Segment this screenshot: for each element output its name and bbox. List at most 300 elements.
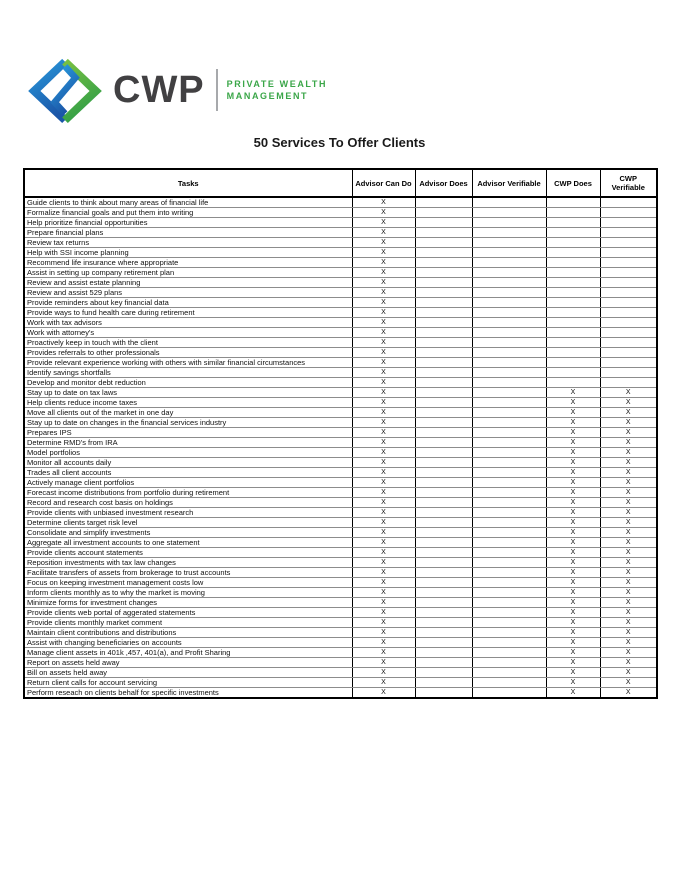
mark-cell: X <box>546 388 600 398</box>
task-cell: Review and assist 529 plans <box>24 288 352 298</box>
task-cell: Actively manage client portfolios <box>24 478 352 488</box>
mark-cell: X <box>600 508 657 518</box>
mark-cell <box>415 478 472 488</box>
tagline-line1: PRIVATE WEALTH <box>226 79 328 89</box>
mark-cell <box>415 688 472 699</box>
mark-cell <box>472 478 546 488</box>
mark-cell: X <box>352 298 415 308</box>
mark-cell <box>472 498 546 508</box>
mark-cell: X <box>352 318 415 328</box>
mark-cell <box>415 258 472 268</box>
task-cell: Model portfolios <box>24 448 352 458</box>
mark-cell <box>472 448 546 458</box>
mark-cell <box>472 438 546 448</box>
mark-cell <box>472 408 546 418</box>
mark-cell: X <box>546 458 600 468</box>
mark-cell: X <box>546 558 600 568</box>
mark-cell <box>472 368 546 378</box>
mark-cell <box>415 197 472 208</box>
logo-tagline <box>227 78 327 102</box>
task-cell: Guide clients to think about many areas of financial life <box>24 197 352 208</box>
mark-cell: X <box>546 398 600 408</box>
mark-cell <box>472 568 546 578</box>
mark-cell <box>415 208 472 218</box>
mark-cell: X <box>600 638 657 648</box>
mark-cell: X <box>352 408 415 418</box>
mark-cell: X <box>352 308 415 318</box>
mark-cell: X <box>352 218 415 228</box>
mark-cell: X <box>352 668 415 678</box>
task-cell: Work with attorney's <box>24 328 352 338</box>
table-row <box>24 468 657 478</box>
mark-cell <box>472 318 546 328</box>
table-row <box>24 228 657 238</box>
task-cell: Assist in setting up company retirement plan <box>24 268 352 278</box>
mark-cell: X <box>352 378 415 388</box>
task-cell: Assist with changing beneficiaries on accounts <box>24 638 352 648</box>
mark-cell: X <box>546 408 600 418</box>
mark-cell: X <box>600 538 657 548</box>
mark-cell: X <box>352 658 415 668</box>
mark-cell <box>472 248 546 258</box>
mark-cell <box>415 598 472 608</box>
mark-cell <box>546 348 600 358</box>
mark-cell: X <box>600 658 657 668</box>
task-cell: Minimize forms for investment changes <box>24 598 352 608</box>
table-row <box>24 338 657 348</box>
table-row <box>24 328 657 338</box>
mark-cell <box>415 278 472 288</box>
mark-cell <box>415 618 472 628</box>
task-cell: Report on assets held away <box>24 658 352 668</box>
mark-cell: X <box>600 518 657 528</box>
table-row <box>24 197 657 208</box>
mark-cell: X <box>546 668 600 678</box>
mark-cell <box>472 558 546 568</box>
mark-cell <box>472 658 546 668</box>
mark-cell: X <box>600 488 657 498</box>
task-cell: Move all clients out of the market in one day <box>24 408 352 418</box>
mark-cell <box>472 398 546 408</box>
mark-cell <box>415 438 472 448</box>
mark-cell <box>415 488 472 498</box>
mark-cell: X <box>546 658 600 668</box>
mark-cell <box>472 228 546 238</box>
task-cell: Maintain client contributions and distributions <box>24 628 352 638</box>
table-row <box>24 248 657 258</box>
task-cell: Provide clients web portal of aggerated statements <box>24 608 352 618</box>
task-cell: Provide relevant experience working with others with similar financial circumstances <box>24 358 352 368</box>
task-cell: Recommend life insurance where appropriate <box>24 258 352 268</box>
task-cell: Provide clients monthly market comment <box>24 618 352 628</box>
table-row <box>24 258 657 268</box>
table-row <box>24 378 657 388</box>
table-row <box>24 558 657 568</box>
mark-cell <box>415 288 472 298</box>
mark-cell <box>600 308 657 318</box>
task-cell: Perform reseach on clients behalf for specific investments <box>24 688 352 699</box>
mark-cell: X <box>352 388 415 398</box>
mark-cell <box>600 348 657 358</box>
table-row <box>24 458 657 468</box>
mark-cell <box>415 358 472 368</box>
col-header-cwp-does: CWP Does <box>546 169 600 197</box>
mark-cell <box>415 518 472 528</box>
mark-cell: X <box>546 528 600 538</box>
mark-cell <box>600 218 657 228</box>
mark-cell: X <box>352 568 415 578</box>
mark-cell: X <box>352 328 415 338</box>
mark-cell: X <box>546 418 600 428</box>
mark-cell: X <box>352 528 415 538</box>
mark-cell <box>472 308 546 318</box>
task-cell: Develop and monitor debt reduction <box>24 378 352 388</box>
table-row <box>24 448 657 458</box>
mark-cell: X <box>600 548 657 558</box>
table-row <box>24 668 657 678</box>
table-row <box>24 518 657 528</box>
task-cell: Work with tax advisors <box>24 318 352 328</box>
mark-cell <box>600 358 657 368</box>
mark-cell <box>472 288 546 298</box>
mark-cell: X <box>546 588 600 598</box>
task-cell: Review and assist estate planning <box>24 278 352 288</box>
mark-cell <box>415 528 472 538</box>
table-row <box>24 628 657 638</box>
mark-cell: X <box>600 648 657 658</box>
mark-cell: X <box>600 478 657 488</box>
table-row <box>24 298 657 308</box>
mark-cell <box>600 228 657 238</box>
mark-cell: X <box>352 558 415 568</box>
mark-cell: X <box>600 448 657 458</box>
table-row <box>24 208 657 218</box>
logo-divider <box>216 69 218 111</box>
mark-cell: X <box>352 278 415 288</box>
mark-cell <box>600 278 657 288</box>
mark-cell <box>472 298 546 308</box>
mark-cell <box>546 328 600 338</box>
mark-cell: X <box>352 258 415 268</box>
mark-cell: X <box>352 398 415 408</box>
mark-cell: X <box>546 688 600 699</box>
mark-cell <box>472 208 546 218</box>
mark-cell: X <box>600 558 657 568</box>
table-row <box>24 578 657 588</box>
mark-cell <box>415 498 472 508</box>
mark-cell <box>546 318 600 328</box>
mark-cell <box>546 278 600 288</box>
mark-cell <box>600 258 657 268</box>
mark-cell: X <box>352 618 415 628</box>
table-row <box>24 638 657 648</box>
table-row <box>24 538 657 548</box>
mark-cell: X <box>546 508 600 518</box>
task-cell: Consolidate and simplify investments <box>24 528 352 538</box>
mark-cell <box>415 638 472 648</box>
mark-cell <box>472 488 546 498</box>
mark-cell: X <box>546 428 600 438</box>
mark-cell <box>415 398 472 408</box>
mark-cell <box>472 508 546 518</box>
mark-cell <box>415 458 472 468</box>
mark-cell: X <box>600 468 657 478</box>
mark-cell: X <box>352 478 415 488</box>
mark-cell <box>415 628 472 638</box>
services-table <box>23 168 658 699</box>
table-row <box>24 408 657 418</box>
mark-cell: X <box>352 518 415 528</box>
mark-cell: X <box>546 628 600 638</box>
mark-cell <box>415 228 472 238</box>
mark-cell <box>546 197 600 208</box>
mark-cell <box>472 468 546 478</box>
mark-cell: X <box>546 578 600 588</box>
table-row <box>24 658 657 668</box>
mark-cell: X <box>600 618 657 628</box>
mark-cell <box>600 238 657 248</box>
mark-cell <box>472 548 546 558</box>
mark-cell: X <box>600 408 657 418</box>
task-cell: Review tax returns <box>24 238 352 248</box>
mark-cell: X <box>600 498 657 508</box>
table-row <box>24 318 657 328</box>
table-row <box>24 368 657 378</box>
mark-cell <box>472 358 546 368</box>
table-row <box>24 478 657 488</box>
mark-cell: X <box>352 578 415 588</box>
mark-cell: X <box>600 388 657 398</box>
task-cell: Bill on assets held away <box>24 668 352 678</box>
table-row <box>24 388 657 398</box>
mark-cell <box>546 288 600 298</box>
task-cell: Provide clients account statements <box>24 548 352 558</box>
mark-cell: X <box>546 488 600 498</box>
task-cell: Help prioritize financial opportunities <box>24 218 352 228</box>
mark-cell: X <box>600 598 657 608</box>
mark-cell: X <box>546 498 600 508</box>
mark-cell <box>472 628 546 638</box>
mark-cell <box>472 218 546 228</box>
table-row <box>24 438 657 448</box>
table-row <box>24 598 657 608</box>
mark-cell: X <box>546 438 600 448</box>
col-header-advisor-can-do: Advisor Can Do <box>352 169 415 197</box>
table-row <box>24 288 657 298</box>
mark-cell: X <box>600 568 657 578</box>
mark-cell: X <box>352 248 415 258</box>
mark-cell: X <box>352 458 415 468</box>
mark-cell: X <box>352 288 415 298</box>
mark-cell: X <box>352 688 415 699</box>
mark-cell <box>472 688 546 699</box>
table-row <box>24 358 657 368</box>
task-cell: Provide reminders about key financial data <box>24 298 352 308</box>
mark-cell <box>600 328 657 338</box>
task-cell: Identify savings shortfalls <box>24 368 352 378</box>
table-row <box>24 508 657 518</box>
mark-cell: X <box>546 548 600 558</box>
mark-cell <box>415 468 472 478</box>
mark-cell <box>472 278 546 288</box>
mark-cell: X <box>352 438 415 448</box>
cwp-diamond-icon <box>25 56 105 124</box>
mark-cell <box>472 378 546 388</box>
table-row <box>24 218 657 228</box>
mark-cell <box>472 538 546 548</box>
mark-cell <box>472 418 546 428</box>
mark-cell <box>415 428 472 438</box>
task-cell: Facilitate transfers of assets from brokerage to trust accounts <box>24 568 352 578</box>
mark-cell: X <box>352 468 415 478</box>
col-header-advisor-verifiable: Advisor Verifiable <box>472 169 546 197</box>
mark-cell: X <box>546 638 600 648</box>
mark-cell <box>472 258 546 268</box>
task-cell: Return client calls for account servicing <box>24 678 352 688</box>
mark-cell <box>472 648 546 658</box>
mark-cell <box>415 318 472 328</box>
task-cell: Forecast income distributions from portfolio during retirement <box>24 488 352 498</box>
mark-cell <box>546 298 600 308</box>
task-cell: Help clients reduce income taxes <box>24 398 352 408</box>
table-row <box>24 348 657 358</box>
mark-cell <box>546 228 600 238</box>
mark-cell <box>546 208 600 218</box>
mark-cell <box>415 248 472 258</box>
mark-cell: X <box>600 608 657 618</box>
mark-cell: X <box>352 418 415 428</box>
mark-cell: X <box>352 498 415 508</box>
mark-cell: X <box>546 538 600 548</box>
mark-cell: X <box>352 548 415 558</box>
mark-cell: X <box>600 428 657 438</box>
mark-cell <box>472 458 546 468</box>
task-cell: Prepare financial plans <box>24 228 352 238</box>
mark-cell <box>472 528 546 538</box>
mark-cell <box>472 518 546 528</box>
mark-cell: X <box>600 688 657 699</box>
mark-cell: X <box>600 678 657 688</box>
mark-cell: X <box>600 458 657 468</box>
mark-cell <box>472 618 546 628</box>
mark-cell <box>472 578 546 588</box>
mark-cell: X <box>600 528 657 538</box>
mark-cell <box>600 338 657 348</box>
table-row <box>24 648 657 658</box>
mark-cell <box>415 568 472 578</box>
mark-cell <box>472 338 546 348</box>
task-cell: Provides referrals to other professionals <box>24 348 352 358</box>
mark-cell <box>546 358 600 368</box>
task-cell: Prepares IPS <box>24 428 352 438</box>
mark-cell: X <box>546 598 600 608</box>
mark-cell <box>600 298 657 308</box>
task-cell: Reposition investments with tax law changes <box>24 558 352 568</box>
mark-cell: X <box>352 208 415 218</box>
table-row <box>24 688 657 699</box>
mark-cell: X <box>600 668 657 678</box>
mark-cell: X <box>352 428 415 438</box>
mark-cell <box>415 338 472 348</box>
task-cell: Record and research cost basis on holdings <box>24 498 352 508</box>
mark-cell: X <box>352 268 415 278</box>
mark-cell <box>546 258 600 268</box>
mark-cell <box>546 248 600 258</box>
mark-cell <box>415 238 472 248</box>
mark-cell <box>415 368 472 378</box>
mark-cell <box>472 348 546 358</box>
mark-cell <box>415 608 472 618</box>
mark-cell <box>546 338 600 348</box>
logo <box>25 56 327 124</box>
mark-cell <box>415 508 472 518</box>
mark-cell <box>600 318 657 328</box>
mark-cell <box>415 418 472 428</box>
table-row <box>24 268 657 278</box>
mark-cell <box>415 548 472 558</box>
mark-cell <box>415 348 472 358</box>
mark-cell: X <box>352 598 415 608</box>
mark-cell <box>600 208 657 218</box>
task-cell: Monitor all accounts daily <box>24 458 352 468</box>
table-row <box>24 278 657 288</box>
table-row <box>24 428 657 438</box>
table-row <box>24 678 657 688</box>
mark-cell <box>472 588 546 598</box>
mark-cell <box>472 268 546 278</box>
mark-cell <box>415 378 472 388</box>
mark-cell <box>415 678 472 688</box>
mark-cell: X <box>352 628 415 638</box>
mark-cell <box>472 678 546 688</box>
mark-cell: X <box>546 448 600 458</box>
mark-cell: X <box>352 197 415 208</box>
mark-cell: X <box>352 678 415 688</box>
task-cell: Provide clients with unbiased investment research <box>24 508 352 518</box>
table-row <box>24 418 657 428</box>
mark-cell <box>546 238 600 248</box>
mark-cell: X <box>600 628 657 638</box>
mark-cell <box>546 378 600 388</box>
mark-cell <box>546 368 600 378</box>
col-header-advisor-does: Advisor Does <box>415 169 472 197</box>
mark-cell: X <box>600 398 657 408</box>
page-title: 50 Services To Offer Clients <box>253 135 426 150</box>
brand-name: CWP <box>113 69 205 111</box>
mark-cell <box>600 288 657 298</box>
mark-cell: X <box>352 638 415 648</box>
mark-cell <box>472 328 546 338</box>
mark-cell <box>546 218 600 228</box>
mark-cell <box>415 218 472 228</box>
mark-cell <box>546 268 600 278</box>
task-cell: Proactively keep in touch with the client <box>24 338 352 348</box>
col-header-cwp-verifiable: CWP Verifiable <box>600 169 657 197</box>
mark-cell <box>415 538 472 548</box>
mark-cell <box>415 408 472 418</box>
mark-cell <box>600 248 657 258</box>
mark-cell: X <box>600 438 657 448</box>
mark-cell <box>415 298 472 308</box>
mark-cell: X <box>352 608 415 618</box>
table-row <box>24 618 657 628</box>
mark-cell: X <box>600 418 657 428</box>
tagline-line2: MANAGEMENT <box>226 91 309 101</box>
mark-cell <box>415 658 472 668</box>
task-cell: Inform clients monthly as to why the market is moving <box>24 588 352 598</box>
mark-cell: X <box>352 588 415 598</box>
mark-cell <box>600 268 657 278</box>
